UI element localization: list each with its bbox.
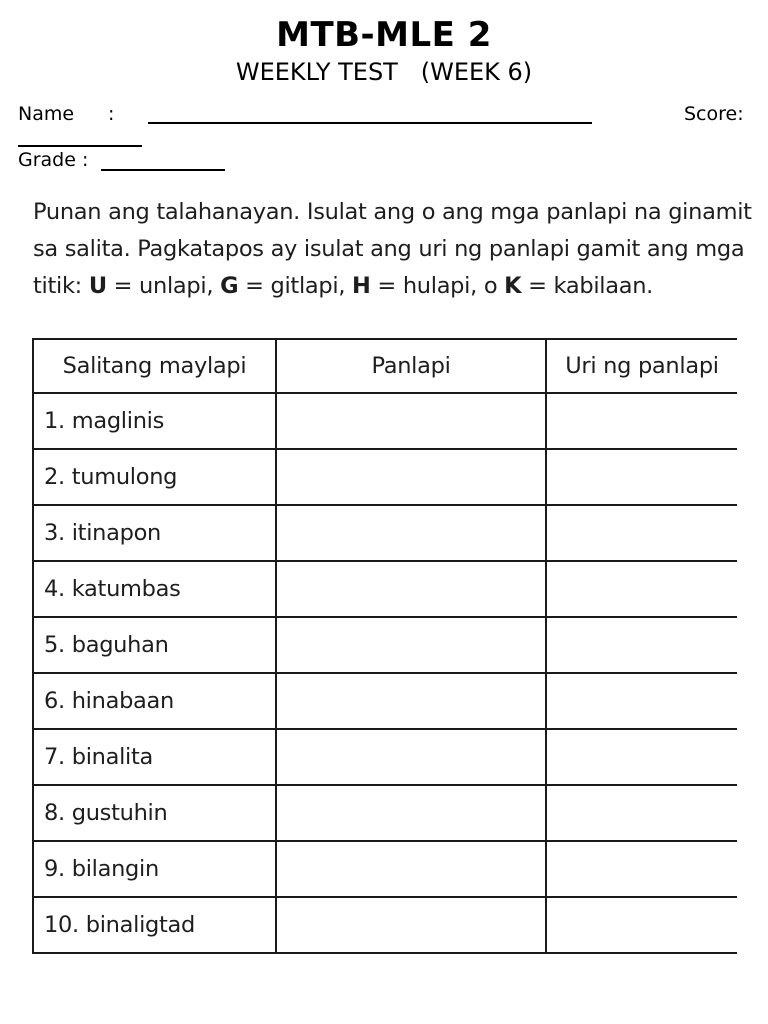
table-row bbox=[33, 897, 737, 953]
grade-label: Grade : bbox=[18, 149, 89, 171]
panlapi-answer-cell[interactable] bbox=[276, 841, 546, 897]
uri-answer-cell[interactable] bbox=[546, 785, 737, 841]
uri-answer-cell[interactable] bbox=[546, 841, 737, 897]
instruction-line-1: Punan ang talahanayan. Isulat ang o ang mga panlapi na ginamit bbox=[33, 199, 752, 225]
code-letter-g: G bbox=[220, 273, 239, 299]
answer-table bbox=[32, 338, 737, 954]
code-letter-k: K bbox=[504, 273, 522, 299]
code-letter-u: U bbox=[88, 273, 107, 299]
uri-answer-cell[interactable] bbox=[546, 897, 737, 953]
table-row bbox=[33, 449, 737, 505]
uri-answer-cell[interactable] bbox=[546, 673, 737, 729]
panlapi-answer-cell[interactable] bbox=[276, 673, 546, 729]
panlapi-answer-cell[interactable] bbox=[276, 505, 546, 561]
panlapi-answer-cell[interactable] bbox=[276, 897, 546, 953]
name-label: Name bbox=[18, 103, 75, 125]
code-meaning-k: = kabilaan. bbox=[521, 273, 654, 299]
uri-answer-cell[interactable] bbox=[546, 617, 737, 673]
code-letter-h: H bbox=[352, 273, 371, 299]
answer-table-container bbox=[32, 338, 737, 972]
word-cell: 4. katumbas bbox=[33, 561, 276, 617]
instruction-prefix: titik: bbox=[33, 273, 89, 299]
name-colon: : bbox=[108, 103, 115, 125]
panlapi-answer-cell[interactable] bbox=[276, 729, 546, 785]
table-row bbox=[33, 729, 737, 785]
table-row bbox=[33, 617, 737, 673]
code-meaning-g: = gitlapi, bbox=[238, 273, 353, 299]
word-cell: 1. maglinis bbox=[33, 393, 276, 449]
word-cell: 5. baguhan bbox=[33, 617, 276, 673]
score-line[interactable] bbox=[18, 145, 142, 147]
word-cell: 8. gustuhin bbox=[33, 785, 276, 841]
panlapi-answer-cell[interactable] bbox=[276, 393, 546, 449]
word-cell: 3. itinapon bbox=[33, 505, 276, 561]
word-cell: 10. binaligtad bbox=[33, 897, 276, 953]
code-meaning-u: = unlapi, bbox=[106, 273, 221, 299]
panlapi-answer-cell[interactable] bbox=[276, 785, 546, 841]
code-meaning-h: = hulapi, o bbox=[370, 273, 505, 299]
table-row bbox=[33, 393, 737, 449]
instruction-line-3 bbox=[33, 268, 723, 305]
name-line[interactable] bbox=[148, 122, 592, 124]
uri-answer-cell[interactable] bbox=[546, 561, 737, 617]
header-salitang-maylapi: Salitang maylapi bbox=[33, 339, 276, 393]
uri-answer-cell[interactable] bbox=[546, 449, 737, 505]
word-cell: 2. tumulong bbox=[33, 449, 276, 505]
header-panlapi: Panlapi bbox=[276, 339, 546, 393]
table-row bbox=[33, 673, 737, 729]
word-cell: 7. binalita bbox=[33, 729, 276, 785]
score-label: Score: bbox=[684, 103, 744, 125]
word-cell: 9. bilangin bbox=[33, 841, 276, 897]
uri-answer-cell[interactable] bbox=[546, 393, 737, 449]
instruction-line-2: sa salita. Pagkatapos ay isulat ang uri ng panlapi gamit ang mga bbox=[33, 236, 745, 262]
table-row bbox=[33, 785, 737, 841]
header-uri-ng-panlapi: Uri ng panlapi bbox=[546, 339, 737, 393]
word-cell: 6. hinabaan bbox=[33, 673, 276, 729]
table-header-row bbox=[33, 339, 737, 393]
panlapi-answer-cell[interactable] bbox=[276, 449, 546, 505]
panlapi-answer-cell[interactable] bbox=[276, 617, 546, 673]
uri-answer-cell[interactable] bbox=[546, 505, 737, 561]
worksheet-subtitle: WEEKLY TEST (WEEK 6) bbox=[235, 58, 533, 86]
grade-line[interactable] bbox=[101, 169, 225, 171]
panlapi-answer-cell[interactable] bbox=[276, 561, 546, 617]
table-row bbox=[33, 561, 737, 617]
table-row bbox=[33, 505, 737, 561]
worksheet-title: MTB-MLE 2 bbox=[276, 15, 492, 55]
table-row bbox=[33, 841, 737, 897]
uri-answer-cell[interactable] bbox=[546, 729, 737, 785]
instructions bbox=[33, 194, 752, 305]
